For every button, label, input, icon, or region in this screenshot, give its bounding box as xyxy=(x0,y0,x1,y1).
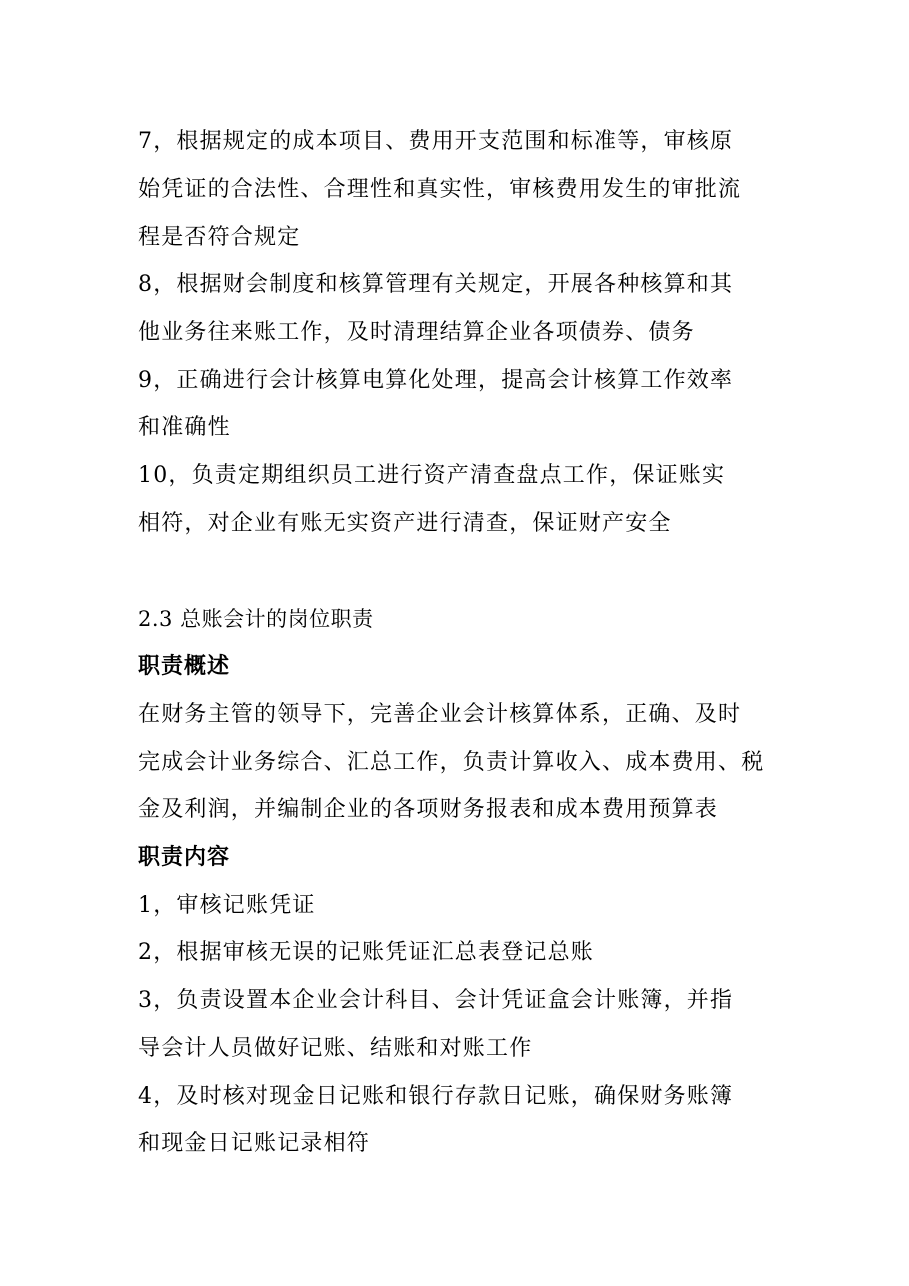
item-7-line-3: 程是否符合规定 xyxy=(138,225,301,250)
item-8-line-1: 8，根据财会制度和核算管理有关规定，开展各种核算和其 xyxy=(138,272,734,297)
item-7-line-2: 始凭证的合法性、合理性和真实性，审核费用发生的审批流 xyxy=(138,177,742,202)
content-heading: 职责内容 xyxy=(138,845,231,870)
item-10-line-2: 相符，对企业有账无实资产进行清查，保证财产安全 xyxy=(138,511,672,536)
item-9-line-2: 和准确性 xyxy=(138,415,231,440)
item-7-line-1: 7，根据规定的成本项目、费用开支范围和标准等，审核原 xyxy=(138,129,734,154)
item-9-line-1: 9，正确进行会计核算电算化处理，提高会计核算工作效率 xyxy=(138,368,734,393)
content-item-3-line-1: 3，负责设置本企业会计科目、会计凭证盒会计账簿，并指 xyxy=(138,988,734,1013)
content-item-1: 1，审核记账凭证 xyxy=(138,893,316,918)
overview-line-1: 在财务主管的领导下，完善企业会计核算体系，正确、及时 xyxy=(138,702,742,727)
content-item-2: 2，根据审核无误的记账凭证汇总表登记总账 xyxy=(138,940,594,965)
content-item-4-line-1: 4，及时核对现金日记账和银行存款日记账，确保财务账簿 xyxy=(138,1084,734,1109)
content-item-4-line-2: 和现金日记账记录相符 xyxy=(138,1131,371,1156)
content-item-3-line-2: 导会计人员做好记账、结账和对账工作 xyxy=(138,1036,533,1061)
overview-line-3: 金及利润，并编制企业的各项财务报表和成本费用预算表 xyxy=(138,797,719,822)
overview-line-2: 完成会计业务综合、汇总工作，负责计算收入、成本费用、税 xyxy=(138,750,765,775)
section-title: 2.3 总账会计的岗位职责 xyxy=(138,607,374,631)
overview-heading: 职责概述 xyxy=(138,654,231,679)
item-8-line-2: 他业务往来账工作，及时清理结算企业各项债券、债务 xyxy=(138,320,695,345)
item-10-line-1: 10，负责定期组织员工进行资产清查盘点工作，保证账实 xyxy=(138,463,726,488)
